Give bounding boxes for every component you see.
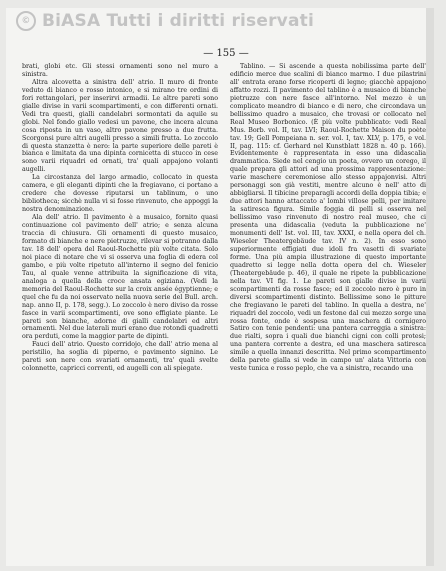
paragraph: Ala dell' atrio. Il pavimento è a musaico, fornito quasi continuazione col pavimento dell' atrio; e senza alcuna traccia di chiusura. Gli ornamenti di questo musaico, formato di bianche e nere pietruzze, rilevar si potranno dalla tav. 18 dell' opera del Raoul-Rochette più volte citata. Solo noi piace di notare che vi si osserva una foglia di edera col gambo, e più volte ripetuto all'interno il segno del fenicio Tau, al quale venne attribuita la significazione di vita, analoga a quella della croce ansata egiziana. (Vedi la memoria del Raoul-Rochette sur la croix ansée égyptienne; e quel che fu da noi osservato nella nuova serie del Bull. arch. nap. anno II, p. 178, segg.). Lo zoccolo è nero diviso da rosse fasce in varii scompartimenti, ove sono effigiate piante. Le pareti son bianche, adorne di gialli candelabri ed altri ornamenti. Nel due laterali muri erano due rotondi quadretti ora perduti, come la maggior parte de dipinti. [22,214,218,341]
page-number: — 155 — [203,48,249,59]
copyright-watermark [16,10,434,32]
paragraph: Fauci dell' atrio. Questo corridojo, che dall' atrio mena al peristilio, ha soglia di piperno, e pavimento signino. Le pareti son nere con svariati ornamenti, tra' quali svelte colonnette, capricci correnti, ed augelli con ali spiegate. [22,341,218,373]
left-text-column [22,63,218,373]
book-page [6,8,434,566]
right-text-column [230,63,426,373]
paragraph: Tablino. — Si ascende a questa nobilissima parte dell' edificio merce due scalini di bianco marmo. I due pilastrini all' entrata erano forse ricoperti di legno; giacchè appajono affatto rozzi. Il pavimento del tablino è a musaico di bianche pietruzze con nere fasce all'intorno. Nel mezzo è un complicato meandro di bianco e di nero, che circondava un bellissimo quadro a musaico, che trovasi or collocato nel Real Museo Borbonico. (È più volte pubblicato: vedi Real Mus. Borb. vol. II, tav. LVI; Raoul-Rochette Maison du poète tav. 19; Gell Pompeiana n. ser. vol. I, tav. XLV, p. 175, e vol. II, pag. 115: cf. Gerhard nel Kunstblatt 1828 n. 40 p. 166). Evidentemente è rappresentata in esso una didascalia drammatica. Siede nel cengio un poeta, ovvero un corego, il quale prepara gli attori ad una prossima rappresentazione: varie maschere ceremoniose allo stesso appajonvisi. Altri personaggi son già vestiti, mentre alcuno è nell' atto di abbigliarsi. Il tibicine preparagli accordi della doppia tibia; e due attori hanno attaccato a' lombi villose pelli, per imitare la satiresca figura. Simile foggia di pelli si osserva nel bellissimo vaso rinvenuto di nostro real museo, che ci presenta una didascalia (veduta la pubblicazione ne' monumenti dell' Ist. vol. III, tav. XXXI, e nella opera del ch. Wieseler Theatergebäude tav. IV n. 2). In esso sono superiormente effigiati due idoli fra vasetti di svariate forme. Una più ampia illustrazione di questo importante quadretto si legge nella dotta opera del ch. Wieseler (Theatergebäude p. 46), il quale ne ripete la pubblicazione nella tav. VI fig. 1. Le pareti son gialle divise in varii scompartimenti da rosse fasce; ed il zoccolo nero è puro in diversi scompartimenti distinto. Bellissime sono le pitture che fregiavano le pareti del tablino. In quella a destra, ne' riquadri del zoccolo, vedi un festone dal cui mezzo sorge una rossa fonte, onde è sospesa una maschera di cornigero Satiro con tenie pendenti: una pantera carreggia a sinistra: due rialti, sopra i quali due bianchi cigni con colli protesi; una pantera corrente a destra, ed una maschera satiresca simile a quella innanzi descritta. Nel primo scompartimento della parete gialla si vede in campo un' alata Vittoria con veste tunica e rosso peplo, che va a sinistra, recando una [230,63,426,373]
paragraph: brati, globi etc. Gli stessi ornamenti sono nel muro a sinistra. [22,63,218,78]
copyright-icon: © [16,11,36,31]
watermark-text: BiASA Tutti i diritti riservati [42,11,314,31]
page-edge [426,8,434,566]
paragraph: Altra alcovetta a sinistra dell' atrio. Il muro di fronte veduto di bianco e rosso intonico, e si mirano tre ordini di fori rettangolari, per inserirvi armadii. Le altre pareti sono gialle divise in varii scompartimenti, e con differenti ornati. Vedi tra questi, gialli candelabri sormontati da aquile su globi. Nel fondo giallo vedesi un pavone, che incera alcuna cosa riposta in un vaso, altro pavone presso a due frutta. Scorgonsi pure altri augelli presso a simili frutta. Lo zoccolo di questa stanzetta è nero: la parte superiore delle pareti è bianca e limitata da una dipinta cornicetta di stucco in cese sono varii riquadri ed ornati, tra' quali appajono volanti augelli. [22,78,218,174]
paragraph: La circostanza del largo armadio, collocato in questa camera, e gli eleganti dipinti che la fregiavano, ci portano a credere che dovesse riputarsi un tablinum, o uno bibliotheca; sicchè nulla vi si fosse rinvenuto, che appoggi la nostra denominazione. [22,174,218,214]
